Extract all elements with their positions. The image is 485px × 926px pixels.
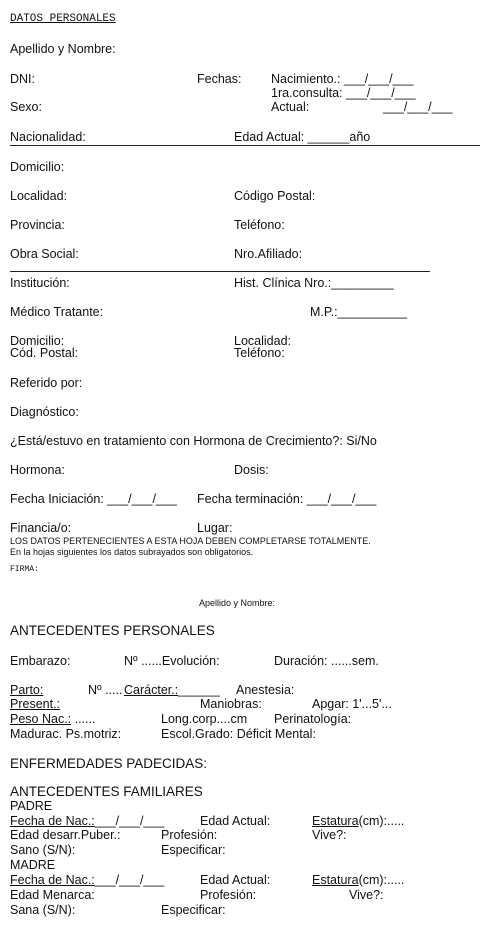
fecha-iniciacion-label: Fecha Iniciación: ___/___/___ — [10, 492, 177, 506]
peso-nac-dots: ...... — [71, 712, 96, 726]
madre-profesion-label: Profesión: — [200, 888, 257, 902]
peso-nac-row — [10, 713, 95, 726]
present-label: Present.: — [10, 697, 61, 711]
form-header: DATOS PERSONALES — [10, 13, 116, 25]
parto-label: Parto: — [10, 683, 44, 697]
perinatologia-label: Perinatología: — [274, 712, 352, 726]
long-corp-label: Long.corp....cm — [161, 712, 248, 726]
embarazo-evolucion-label: Nº ......Evolución: — [124, 654, 220, 668]
anestesia-label: Anestesia: — [236, 683, 295, 697]
padre-fecha-nac-label: Fecha de Nac.: — [10, 814, 95, 828]
provincia-label: Provincia: — [10, 218, 65, 232]
madre-especificar-label: Especificar: — [161, 903, 226, 917]
medico-tratante-label: Médico Tratante: — [10, 305, 104, 319]
padre-fecha-nac-blank: ___/___/___ — [94, 814, 165, 828]
obra-social-label: Obra Social: — [10, 247, 79, 261]
hormona-label: Hormona: — [10, 463, 65, 477]
padre-estatura-label: Estatura — [312, 814, 359, 828]
firma-label: FIRMA: — [10, 565, 39, 574]
padre-especificar-label: Especificar: — [161, 843, 226, 857]
sana-label: Sana (S/N): — [10, 903, 76, 917]
dni-label: DNI: — [10, 72, 35, 86]
edad-desarr-label: Edad desarr.Puber.: — [10, 828, 121, 842]
maniobras-label: Maniobras: — [200, 697, 262, 711]
apellido-nombre-label: Apellido y Nombre: — [10, 42, 116, 56]
sexo-label: Sexo: — [10, 100, 42, 114]
lugar-label: Lugar: — [197, 521, 233, 535]
telefono-medico-label: Teléfono: — [234, 346, 285, 360]
madre-fecha-nac-label: Fecha de Nac.: — [10, 873, 95, 887]
hist-clinica-label: Hist. Clínica Nro.:_________ — [234, 276, 394, 290]
embarazo-label: Embarazo: — [10, 654, 71, 668]
madre-vive-label: Vive?: — [349, 888, 384, 902]
sano-label: Sano (S/N): — [10, 843, 76, 857]
fecha-terminacion-label: Fecha terminación: ___/___/___ — [197, 492, 377, 506]
padre-edad-actual-label: Edad Actual: — [200, 814, 271, 828]
madre-estatura-unit: (cm):..... — [358, 873, 405, 887]
padre-profesion-label: Profesión: — [161, 828, 218, 842]
antecedentes-familiares-heading: ANTECEDENTES FAMILIARES — [10, 784, 203, 799]
nacionalidad-label: Nacionalidad: — [10, 130, 86, 144]
duracion-label: Duración: ......sem. — [274, 654, 379, 668]
fechas-label: Fechas: — [197, 72, 242, 86]
divider-1 — [10, 145, 480, 146]
financiado-label: Financia/o: — [10, 521, 72, 535]
padre-estatura-unit: (cm):..... — [358, 814, 405, 828]
dosis-label: Dosis: — [234, 463, 269, 477]
referido-por-label: Referido por: — [10, 376, 83, 390]
peso-nac-label: Peso Nac.: — [10, 712, 72, 726]
escol-grado-label: Escol.Grado: Déficit Mental: — [161, 727, 316, 741]
cod-postal-medico-label: Cód. Postal: — [10, 346, 79, 360]
notice-line-2: En la hojas siguientes los datos subrayados son obligatorios. — [10, 547, 254, 557]
page2-apellido-nombre: Apellido y Nombre: — [199, 598, 276, 608]
padre-vive-label: Vive?: — [312, 828, 347, 842]
domicilio-medico-label: Domicilio: — [10, 334, 65, 348]
caracter-label: Carácter.: — [124, 683, 179, 697]
madre-edad-actual-label: Edad Actual: — [200, 873, 271, 887]
mp-label: M.P.:__________ — [310, 305, 408, 319]
caracter-blank: ______ — [178, 683, 220, 697]
padre-label: PADRE — [10, 799, 53, 813]
edad-actual-label: Edad Actual: ______año — [234, 130, 371, 144]
tratamiento-gh-label: ¿Está/estuvo en tratamiento con Hormona de Crecimiento?: Si/No — [10, 434, 377, 448]
codigo-postal-label: Código Postal: — [234, 189, 316, 203]
actual-label: Actual: — [271, 100, 310, 114]
madre-fecha-nac-blank: ___/___/___ — [94, 873, 165, 887]
domicilio-label: Domicilio: — [10, 160, 65, 174]
madre-estatura-label: Estatura — [312, 873, 359, 887]
localidad-medico-label: Localidad: — [234, 334, 291, 348]
madurac-label: Madurac. Ps.motriz: — [10, 727, 122, 741]
primera-consulta-label: 1ra.consulta: ___/___/___ — [271, 86, 416, 100]
madre-estatura-row — [312, 874, 404, 887]
actual-date-blank: ___/___/___ — [383, 100, 453, 114]
telefono-label: Teléfono: — [234, 218, 285, 232]
nro-afiliado-label: Nro.Afiliado: — [234, 247, 303, 261]
localidad-label: Localidad: — [10, 189, 67, 203]
padre-fecha-nac-row — [10, 815, 164, 828]
padre-estatura-row — [312, 815, 404, 828]
edad-menarca-label: Edad Menarca: — [10, 888, 95, 902]
nacimiento-label: Nacimiento.: ___/___/___ — [271, 72, 414, 86]
notice-line-1: LOS DATOS PERTENECIENTES A ESTA HOJA DEBEN COMPLETARSE TOTALMENTE. — [10, 536, 371, 546]
apgar-label: Apgar: 1'...5'... — [312, 697, 392, 711]
parto-nro-label: Nº ..... — [88, 683, 123, 697]
antecedentes-personales-heading: ANTECEDENTES PERSONALES — [10, 623, 215, 638]
madre-label: MADRE — [10, 858, 56, 872]
divider-2 — [10, 271, 430, 272]
madre-fecha-nac-row — [10, 874, 164, 887]
diagnostico-label: Diagnóstico: — [10, 405, 79, 419]
enfermedades-heading: ENFERMEDADES PADECIDAS: — [10, 756, 208, 771]
institucion-label: Institución: — [10, 276, 70, 290]
